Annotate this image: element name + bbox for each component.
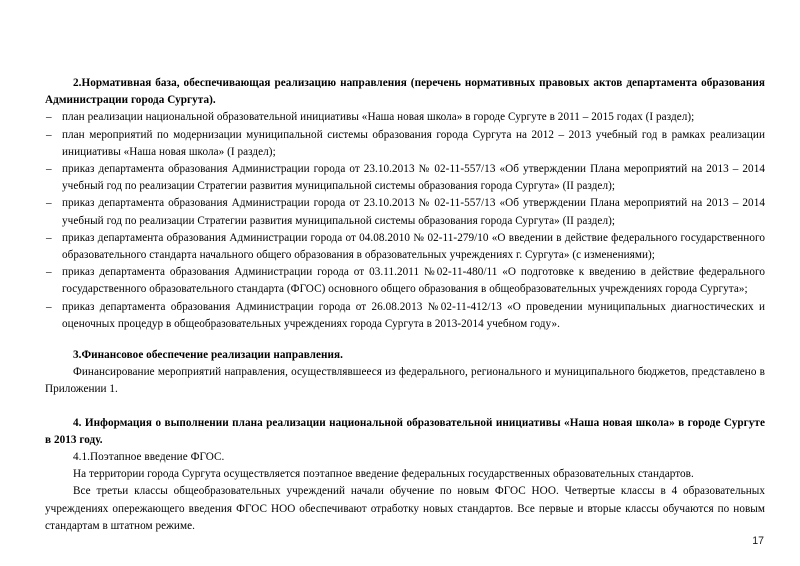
list-item — [45, 161, 765, 195]
spacer — [45, 333, 765, 347]
list-item — [45, 299, 765, 333]
dash-bullet-icon: – — [46, 128, 52, 141]
normative-base-list — [45, 109, 765, 333]
list-item-text: приказ департамента образования Администрации города от 03.11.2011 №02-11-480/11 «О подготовке к введению в действие федерального государственного образовательного стандарта (ФГОС) основного общего образования в общеобразовательных учреждениях города Сургута»; — [62, 266, 765, 296]
list-item-text: план мероприятий по модернизации муниципальной системы образования города Сургута на 2012 – 2013 учебный год в рамках реализации инициативы «Наша новая школа» (I раздел); — [62, 128, 765, 158]
section-4-heading: 4. Информация о выполнении плана реализации национальной образовательной инициативы «Наша новая школа» в городе Сургуте в 2013 году. — [45, 416, 765, 446]
dash-bullet-icon: – — [46, 197, 52, 210]
section-4-1-paragraph-2: Все третьи классы общеобразовательных учреждений начали обучение по новым ФГОС НОО. Четвертые классы в 4 образовательных учреждениях опережающего введения ФГОС НОО обеспечивают отработку новых стандартов. Все первые и вторые классы обучаются по новым стандартам в штатном режиме. — [45, 485, 765, 532]
list-item — [45, 230, 765, 264]
list-item-text: приказ департамента образования Администрации города от 26.08.2013 №02-11-412/13 «О проведении муниципальных диагностических и оценочных процедур в общеобразовательных учреждениях города Сургута в 2013-2014 учебном году». — [62, 300, 765, 330]
dash-bullet-icon: – — [46, 231, 52, 244]
section-4-1-paragraph-1: На территории города Сургута осуществляется поэтапное введение федеральных государственных образовательных стандартов. — [73, 468, 694, 481]
list-item — [45, 195, 765, 229]
list-item-text: приказ департамента образования Администрации города от 23.10.2013 № 02-11-557/13 «Об утверждении Плана мероприятий на 2013 – 2014 учебный год по реализации Стратегии развития муниципальной системы образования города Сургута» (II раздел); — [62, 197, 765, 227]
dash-bullet-icon: – — [46, 163, 52, 176]
dash-bullet-icon: – — [46, 300, 52, 313]
spacer — [45, 399, 765, 415]
list-item — [45, 127, 765, 161]
page-content — [45, 75, 765, 535]
page-number: 17 — [752, 535, 764, 547]
section-3-heading: 3.Финансовое обеспечение реализации направления. — [73, 349, 343, 362]
dash-bullet-icon: – — [46, 111, 52, 124]
list-item-text: приказ департамента образования Администрации города от 23.10.2013 № 02-11-557/13 «Об утверждении Плана мероприятий на 2013 – 2014 учебный год по реализации Стратегии развития муниципальной системы образования города Сургута» (II раздел); — [62, 163, 765, 193]
section-4-1-subheading: 4.1.Поэтапное введение ФГОС. — [73, 451, 225, 464]
section-2-heading: 2.Нормативная база, обеспечивающая реализацию направления (перечень нормативных правовых актов департамента образования Администрации города Сургута). — [45, 77, 765, 107]
dash-bullet-icon: – — [46, 266, 52, 279]
list-item-text: план реализации национальной образовательной инициативы «Наша новая школа» в городе Сургуте в 2011 – 2015 годах (I раздел); — [62, 111, 695, 124]
section-3-paragraph: Финансирование мероприятий направления, осуществлявшееся из федерального, регионального и муниципального бюджетов, представлено в Приложении 1. — [45, 366, 765, 396]
list-item — [45, 109, 765, 126]
list-item — [45, 264, 765, 298]
list-item-text: приказ департамента образования Администрации города от 04.08.2010 № 02-11-279/10 «О введении в действие федерального государственного образовательного стандарта начального общего образования в образовательных учреждениях г. Сургута» (с изменениями); — [62, 231, 765, 262]
